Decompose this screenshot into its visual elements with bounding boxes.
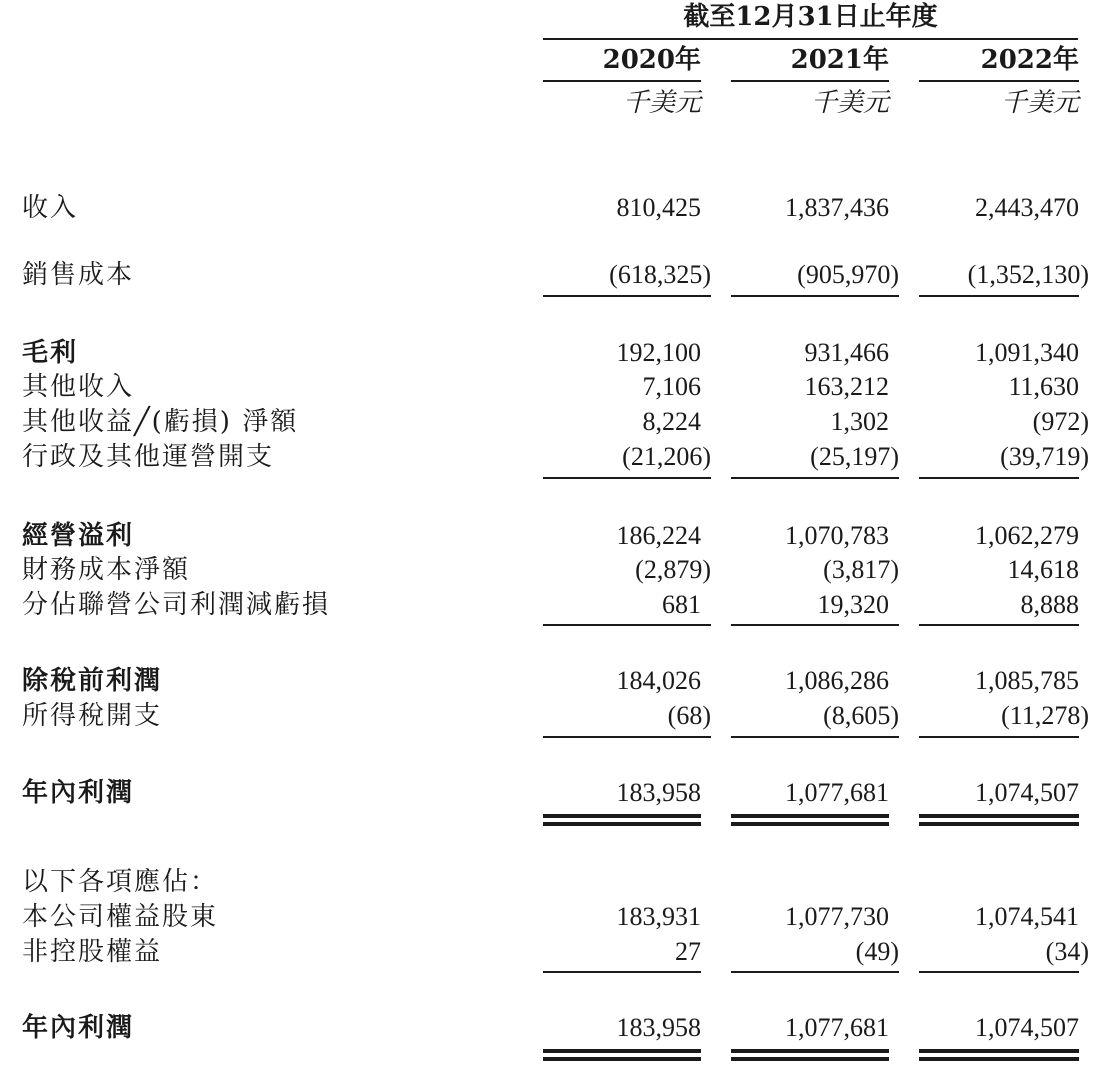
total-rule-bottom: [543, 822, 701, 826]
year-2022: 2022年: [980, 45, 1079, 75]
subtotal-rule: [731, 736, 899, 738]
value-revenue-2021: 1,837,436: [785, 193, 889, 222]
period-rule: [543, 38, 1078, 40]
value-equity-holders-2022: 1,074,541: [975, 902, 1079, 931]
row-label-attributable-to: 以下各項應佔：: [22, 867, 219, 897]
total-rule-bottom: [731, 1057, 889, 1061]
value-admin-expenses-2022: (39,719): [1000, 442, 1089, 471]
value-cost-of-sales-2020: (618,325): [609, 260, 711, 289]
unit-2022: 千美元: [1000, 88, 1079, 118]
total-rule-top: [919, 1049, 1079, 1053]
subtotal-rule: [919, 736, 1079, 738]
year-2020: 2020年: [602, 45, 701, 75]
year-rule-2020: [543, 80, 701, 82]
row-label-operating-profit: 經營溢利: [22, 521, 135, 551]
subtotal-rule: [543, 971, 701, 973]
subtotal-rule: [919, 477, 1079, 479]
total-rule-bottom: [919, 1057, 1079, 1061]
subtotal-rule: [919, 971, 1079, 973]
value-revenue-2022: 2,443,470: [975, 193, 1079, 222]
total-rule-top: [543, 814, 701, 818]
total-rule-bottom: [919, 822, 1079, 826]
row-label-admin-expenses: 行政及其他運營開支: [22, 442, 275, 472]
total-rule-bottom: [543, 1057, 701, 1061]
value-other-gains-2020: 8,224: [642, 407, 701, 436]
value-profit-for-year-2020: 183,958: [616, 778, 701, 807]
row-label-revenue: 收入: [22, 193, 79, 223]
subtotal-rule: [919, 624, 1079, 626]
value-other-income-2020: 7,106: [642, 372, 701, 401]
value-equity-holders-2020: 183,931: [616, 902, 701, 931]
value-revenue-2020: 810,425: [616, 193, 701, 222]
unit-2020: 千美元: [622, 88, 701, 118]
value-profit-for-year-2021: 1,077,681: [785, 778, 889, 807]
value-gross-profit-2021: 931,466: [804, 338, 889, 367]
year-rule-2021: [731, 80, 889, 82]
value-profit-before-tax-2021: 1,086,286: [785, 666, 889, 695]
subtotal-rule: [543, 736, 711, 738]
value-finance-costs-2020: (2,879): [635, 555, 711, 584]
year-2021: 2021年: [790, 45, 889, 75]
subtotal-rule: [543, 624, 711, 626]
subtotal-rule: [731, 295, 899, 297]
subtotal-rule: [731, 971, 899, 973]
row-label-profit-before-tax: 除稅前利潤: [22, 666, 163, 696]
value-profit-before-tax-2020: 184,026: [616, 666, 701, 695]
value-profit-total-2020: 183,958: [616, 1013, 701, 1042]
value-operating-profit-2022: 1,062,279: [975, 521, 1079, 550]
value-gross-profit-2020: 192,100: [616, 338, 701, 367]
value-admin-expenses-2020: (21,206): [622, 442, 711, 471]
value-operating-profit-2020: 186,224: [616, 521, 701, 550]
value-cost-of-sales-2022: (1,352,130): [967, 260, 1089, 289]
subtotal-rule: [731, 624, 899, 626]
row-label-cost-of-sales: 銷售成本: [22, 260, 135, 290]
row-label-finance-costs: 財務成本淨額: [22, 555, 191, 585]
value-gross-profit-2022: 1,091,340: [975, 338, 1079, 367]
value-equity-holders-2021: 1,077,730: [785, 902, 889, 931]
value-other-gains-2022: (972): [1032, 407, 1089, 436]
value-profit-for-year-2022: 1,074,507: [975, 778, 1079, 807]
unit-2021: 千美元: [810, 88, 889, 118]
value-share-of-associates-2021: 19,320: [817, 590, 889, 619]
value-share-of-associates-2022: 8,888: [1020, 590, 1079, 619]
value-income-tax-2022: (11,278): [1001, 701, 1089, 730]
value-income-tax-2020: (68): [667, 701, 711, 730]
value-non-controlling-2022: (34): [1045, 937, 1089, 966]
subtotal-rule: [919, 295, 1079, 297]
period-heading: 截至12月31日止年度: [683, 2, 938, 32]
value-non-controlling-2020: 27: [675, 937, 701, 966]
value-other-income-2022: 11,630: [1008, 372, 1079, 401]
row-label-other-income: 其他收入: [22, 372, 135, 402]
value-finance-costs-2022: 14,618: [1007, 555, 1079, 584]
value-admin-expenses-2021: (25,197): [810, 442, 899, 471]
row-label-profit-for-year: 年內利潤: [22, 778, 135, 808]
value-profit-total-2022: 1,074,507: [975, 1013, 1079, 1042]
row-label-profit-for-year-total: 年內利潤: [22, 1013, 135, 1043]
value-other-gains-2021: 1,302: [830, 407, 889, 436]
value-income-tax-2021: (8,605): [823, 701, 899, 730]
row-label-share-of-associates: 分佔聯營公司利潤減虧損: [22, 590, 331, 620]
row-label-other-gains: 其他收益╱(虧損) 淨額: [22, 407, 299, 437]
subtotal-rule: [543, 477, 711, 479]
value-operating-profit-2021: 1,070,783: [785, 521, 889, 550]
value-cost-of-sales-2021: (905,970): [797, 260, 899, 289]
total-rule-bottom: [731, 822, 889, 826]
value-finance-costs-2021: (3,817): [823, 555, 899, 584]
value-other-income-2021: 163,212: [804, 372, 889, 401]
row-label-gross-profit: 毛利: [22, 338, 79, 368]
total-rule-top: [731, 814, 889, 818]
subtotal-rule: [543, 295, 711, 297]
row-label-non-controlling: 非控股權益: [22, 937, 163, 967]
value-profit-before-tax-2022: 1,085,785: [975, 666, 1079, 695]
value-non-controlling-2021: (49): [855, 937, 899, 966]
total-rule-top: [731, 1049, 889, 1053]
row-label-income-tax: 所得稅開支: [22, 701, 163, 731]
subtotal-rule: [731, 477, 899, 479]
row-label-equity-holders: 本公司權益股東: [22, 902, 219, 932]
value-share-of-associates-2020: 681: [662, 590, 701, 619]
value-profit-total-2021: 1,077,681: [785, 1013, 889, 1042]
total-rule-top: [543, 1049, 701, 1053]
total-rule-top: [919, 814, 1079, 818]
year-rule-2022: [919, 80, 1079, 82]
